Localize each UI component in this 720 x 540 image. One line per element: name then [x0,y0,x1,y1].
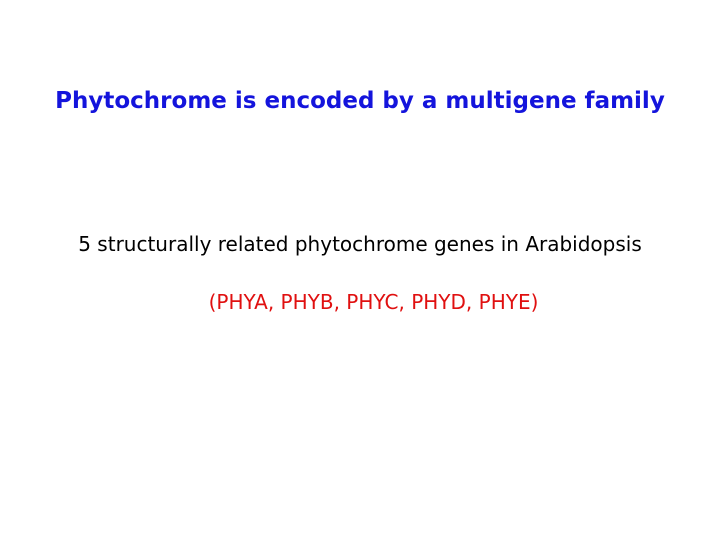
slide-title: Phytochrome is encoded by a multigene family [55,88,665,114]
body-text: 5 structurally related phytochrome genes in Arabidopsis [78,232,642,256]
gene-list-text: (PHYA, PHYB, PHYC, PHYD, PHYE) [208,290,539,314]
